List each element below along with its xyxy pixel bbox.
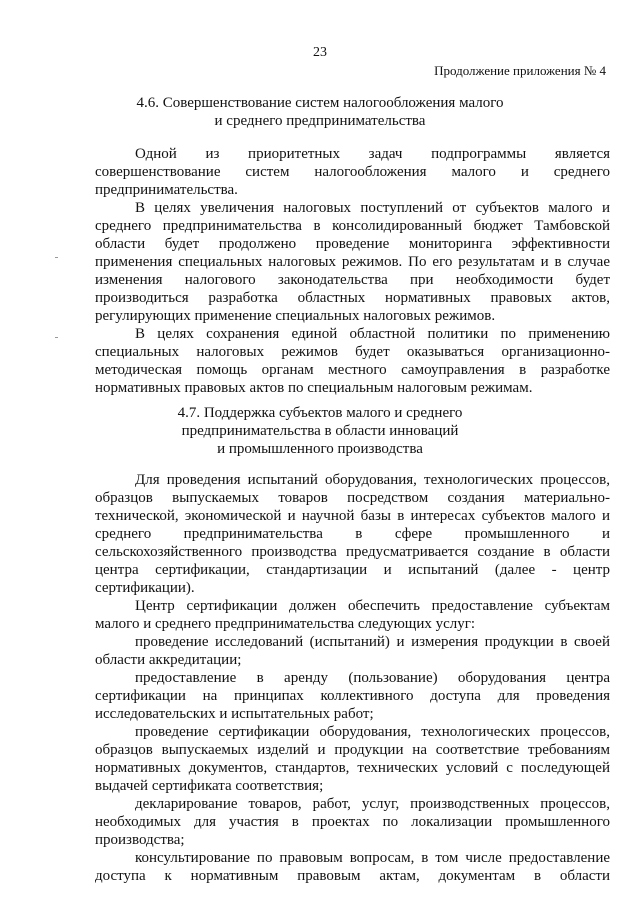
- section-4-7-heading: [0, 404, 640, 458]
- text-line: среднего предпринимательства в консолидированный бюджет Тамбовской: [95, 218, 610, 234]
- text-line: нормативных правовых актов по специальным налоговым режимам.: [95, 380, 533, 396]
- text-line: необходимых для участия в проектах по локализации промышленного: [95, 814, 610, 830]
- heading-line: и среднего предпринимательства: [214, 113, 426, 129]
- scan-artifact: [55, 337, 58, 338]
- continuation-note: Продолжение приложения № 4: [434, 63, 606, 78]
- text-line: консультирование по правовым вопросам, в том числе предоставление: [135, 850, 610, 866]
- text-line: сертификации на принципах коллективного доступа для проведения: [95, 688, 610, 704]
- text-line: Для проведения испытаний оборудования, технологических процессов,: [135, 472, 610, 488]
- list-item: [95, 669, 610, 723]
- text-line: совершенствование систем налогообложения малого и среднего: [95, 164, 610, 180]
- text-line: изменения налогового законодательства при необходимости будет: [95, 272, 610, 288]
- list-item: [95, 849, 610, 885]
- text-line: доступа к нормативным правовым актам, документам в области: [95, 868, 610, 884]
- text-line: проведение сертификации оборудования, технологических процессов,: [135, 724, 610, 740]
- text-line: Центр сертификации должен обеспечить предоставление субъектам: [135, 598, 610, 614]
- text-line: технической, экономической и научной базы в интересах субъектов малого и: [95, 508, 610, 524]
- text-line: В целях увеличения налоговых поступлений от субъектов малого и: [135, 200, 610, 216]
- text-line: сельскохозяйственного производства предусматривается создание в области: [95, 544, 610, 560]
- text-line: малого и среднего предпринимательства следующих услуг:: [95, 616, 476, 632]
- text-line: исследовательских и испытательных работ;: [95, 706, 374, 722]
- paragraph: [95, 199, 610, 325]
- text-line: производства;: [95, 832, 185, 848]
- section-4-6-heading: [0, 94, 640, 130]
- text-line: Одной из приоритетных задач подпрограммы является: [135, 146, 610, 162]
- text-line: методическая помощь органам местного самоуправления в разработке: [95, 362, 610, 378]
- heading-line: 4.6. Совершенствование систем налогообложения малого: [136, 95, 504, 111]
- text-line: проведение исследований (испытаний) и измерения продукции в своей: [135, 634, 610, 650]
- text-line: В целях сохранения единой областной политики по применению: [135, 326, 610, 342]
- paragraph: [95, 597, 610, 633]
- text-line: области аккредитации;: [95, 652, 242, 668]
- text-line: применения специальных налоговых режимов. По его результатам и в случае: [95, 254, 610, 270]
- text-line: предпринимательства.: [95, 182, 238, 198]
- text-line: сертификации).: [95, 580, 195, 596]
- text-line: декларирование товаров, работ, услуг, производственных процессов,: [135, 796, 610, 812]
- heading-line: и промышленного производства: [217, 441, 423, 457]
- text-line: образцов выпускаемых товаров посредством создания материально-: [95, 490, 610, 506]
- heading-line: предпринимательства в области инноваций: [181, 423, 459, 439]
- paragraph: [95, 145, 610, 199]
- list-item: [95, 795, 610, 849]
- list-item: [95, 633, 610, 669]
- page-number: 23: [313, 45, 327, 60]
- text-line: выдачей сертификата соответствия;: [95, 778, 324, 794]
- list-item: [95, 723, 610, 795]
- text-line: нормативных документов, стандартов, технических условий с последующей: [95, 760, 610, 776]
- text-line: центра сертификации, стандартизации и испытаний (далее - центр: [95, 562, 610, 578]
- text-line: среднего предпринимательства в сфере промышленного и: [95, 526, 610, 542]
- paragraph: [95, 325, 610, 397]
- text-line: производиться разработка областных нормативных правовых актов,: [95, 290, 610, 306]
- text-line: образцов выпускаемых изделий и продукции на соответствие требованиям: [95, 742, 610, 758]
- text-line: предоставление в аренду (пользование) оборудования центра: [135, 670, 610, 686]
- heading-line: 4.7. Поддержка субъектов малого и среднего: [177, 405, 463, 421]
- paragraph: [95, 471, 610, 597]
- text-line: регулирующих применение специальных налоговых режимов.: [95, 308, 496, 324]
- scan-artifact: [55, 257, 58, 258]
- text-line: области будет продолжено проведение мониторинга эффективности: [95, 236, 610, 252]
- text-line: специальных налоговых режимов будет оказываться организационно-: [95, 344, 610, 360]
